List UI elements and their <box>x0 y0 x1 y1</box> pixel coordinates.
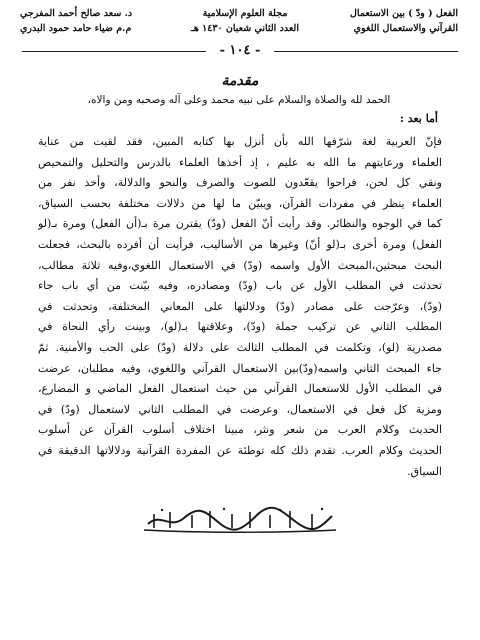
body-line: (ودّ)، وعرّجت على مصادر (ودّ) ودلالتها على المعاني المختلفة، وتحدثت في <box>38 299 442 313</box>
opening-praise: الحمد لله والصلاة والسلام على نبيه محمد وعلى آله وصحبه ومن والاه، <box>87 94 391 106</box>
body-line: الفعل) ومرة أخرى بـ(لو أنّ) وغيرها من الأساليب، فرأيت أن أفرده بالبحث، فجعلت <box>38 237 442 251</box>
body-line: جاء المبحث الثاني واسمه(ودّ)بين الاستعمال القرآني واللغوي، وفيه مطلبان، عرضت <box>38 361 442 375</box>
body-line: في المطلب الأول للاستعمال القرآني من حيث استعمال الفعل الماضي و المضارع، <box>38 382 442 396</box>
header-journal-name: مجلة العلوم الإسلامية <box>202 8 288 19</box>
body-line: ومزية كل فعل في الاستعمال، وعرضت في المطلب الثاني لاستعمال (ودّ) في <box>38 402 442 416</box>
body-line: تحدثت في المطلب الأول عن باب (ودّ) ومصادره، وفيه بيّنت من أي باب جاء <box>38 279 442 293</box>
header-author-line: م.م ضياء حامد حمود البدري <box>20 23 132 34</box>
body-line: الحديث وكلام العرب من شعر ونثر، مبينا اختلاف أسلوب القرآن عن أسلوب <box>38 423 442 437</box>
header-rule-left <box>22 51 206 52</box>
body-line: البحث مبحثين،المبحث الأول واسمه (ودّ) في الاستعمال اللغوي،وفيه ثلاثة مطالب، <box>38 258 442 272</box>
introduction-body <box>38 132 442 482</box>
body-line: فإنّ العربية لغة شرّفها الله بأن أنزل بها كتابه المبين، فقد لقيت من عناية <box>38 135 442 148</box>
header-author-line: د. سعد صالح أحمد المفرجي <box>20 8 133 19</box>
body-line: السياق. <box>407 464 442 478</box>
body-line: العلماء ورعايتهم ما الله به عليم ، إذ أخذها العلماء بالدرس والتحليل والتمحيص <box>38 155 442 169</box>
header-research-title-line: الفعل ( ودّ ) بين الاستعمال <box>350 8 458 19</box>
calligraphy-signature-ornament <box>140 506 340 534</box>
body-line: كما في الوجوه والنظائر. وقد رأيت أنّ الفعل (ودّ) يقترن مرة بـ(أن الفعل) ومرة بـ(لو <box>38 217 442 231</box>
header-rule-right <box>274 51 458 52</box>
section-title: مقدمة <box>221 73 259 89</box>
header-issue-info: العدد الثاني شعبان ١٤٣٠ هـ <box>191 23 299 34</box>
body-line: ونقي كل لحن، فراحوا يقعّدون للصوت والصرف والنحو والدلالة، وأخذ نفر من <box>38 176 442 190</box>
header-authors <box>20 6 132 36</box>
header-research-title-line: القرآني والاستعمال اللغوي <box>353 23 458 34</box>
header-research-title <box>350 6 458 36</box>
page-number: - ١٠٤ - <box>219 43 261 58</box>
body-line: العلماء ينظر في مفردات القرآن، ويبيّن ما لها من دلالات مختلفة بحسب السياق، <box>38 196 442 210</box>
amma-baad-heading: أما بعد : <box>399 112 438 125</box>
body-line: المطلب الثاني عن تركيب جملة (ودّ)، وعلاقتها بـ(لو)، وبينت رأي النحاة في <box>38 320 442 334</box>
header-journal-info <box>170 6 320 36</box>
body-line: مصدرية (لو)، وتكلمت في المطلب الثالث على دلالة (ودّ) على الحب والأمنية. ثمّ <box>38 340 442 354</box>
body-line: الحديث وكلام العرب. تقدم ذلك كله توطئة عن المفردة القرآنية ودلالاتها الدقيقة في <box>38 443 442 457</box>
